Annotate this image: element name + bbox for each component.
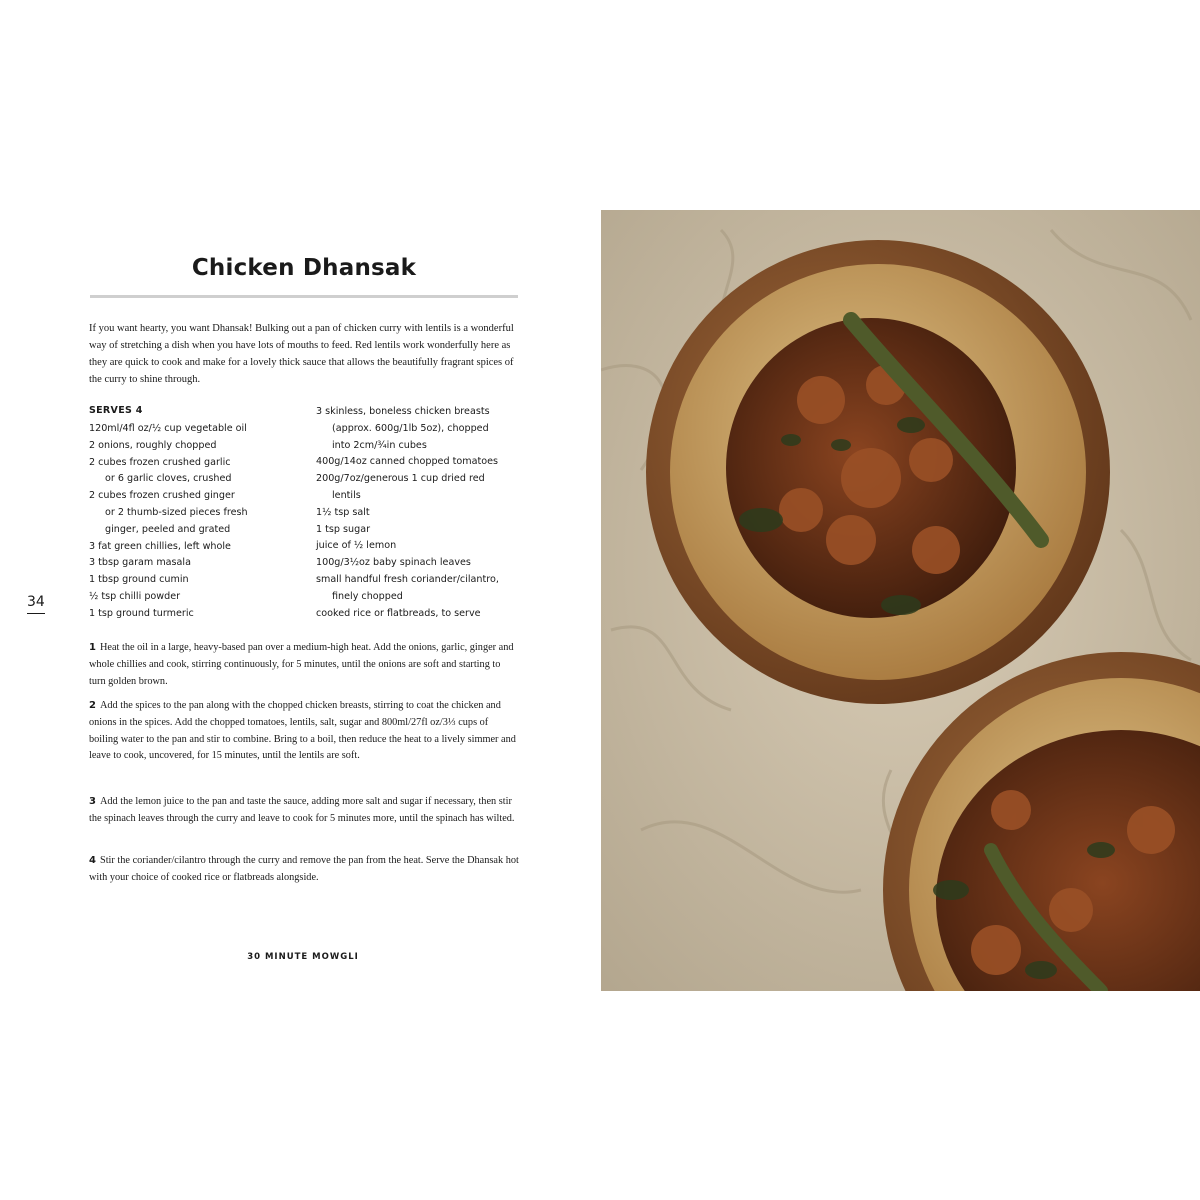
ingredient-line: cooked rice or flatbreads, to serve xyxy=(316,607,481,619)
ingredients-column-1 xyxy=(89,421,299,623)
ingredient-line: ½ tsp chilli powder xyxy=(89,590,181,602)
method-step xyxy=(89,853,519,887)
step-number: 1 xyxy=(89,642,96,653)
ingredient-line: lentils xyxy=(332,489,361,501)
ingredient-line: (approx. 600g/1lb 5oz), chopped xyxy=(332,422,489,434)
method-step xyxy=(89,640,519,690)
ingredient-line: juice of ½ lemon xyxy=(316,540,397,552)
ingredient-line: into 2cm/¾in cubes xyxy=(332,439,427,451)
book-title-footer: 30 MINUTE MOWGLI xyxy=(247,952,359,962)
title-divider xyxy=(90,295,518,298)
ingredient-line: 400g/14oz canned chopped tomatoes xyxy=(316,456,498,468)
ingredient-line: 3 fat green chillies, left whole xyxy=(89,540,231,552)
recipe-intro: If you want hearty, you want Dhansak! Bulking out a pan of chicken curry with lentils is a wonderful way of stretching a dish when you have lots of mouths to feed. Red lentils work wonderfully here as they are quick to cook and make for a lovely thick sauce that allows the beautifully fragrant spices of the curry to shine through. xyxy=(89,323,514,385)
ingredient-line: 3 skinless, boneless chicken breasts xyxy=(316,406,490,417)
ingredient-line: 3 tbsp garam masala xyxy=(89,557,191,569)
recipe-title: Chicken Dhansak xyxy=(191,255,417,281)
ingredient-line: or 2 thumb-sized pieces fresh xyxy=(105,506,248,518)
page-number: 34 xyxy=(27,594,45,610)
serves-label: SERVES 4 xyxy=(89,405,143,416)
step-text: Stir the coriander/cilantro through the curry and remove the pan from the heat. Serve the Dhansak hot with your choice of cooked rice or flatbreads alongside. xyxy=(89,855,519,883)
ingredient-line: or 6 garlic cloves, crushed xyxy=(105,473,232,485)
ingredient-line: 2 cubes frozen crushed ginger xyxy=(89,490,235,502)
step-text: Heat the oil in a large, heavy-based pan over a medium-high heat. Add the onions, garlic, ginger and whole chillies and cook, stirring continuously, for 5 minutes, until the onions are soft and starting to turn golden brown. xyxy=(89,642,514,687)
ingredient-line: 200g/7oz/generous 1 cup dried red xyxy=(316,473,485,485)
ingredient-line: 1 tsp ground turmeric xyxy=(89,607,194,619)
dish-photo xyxy=(601,210,1200,991)
ingredient-line: 2 onions, roughly chopped xyxy=(89,439,217,451)
method-step xyxy=(89,794,519,828)
ingredient-line: ginger, peeled and grated xyxy=(105,523,231,535)
ingredients-column-2 xyxy=(316,404,526,622)
method-step xyxy=(89,698,519,765)
ingredient-line: 1 tbsp ground cumin xyxy=(89,574,189,586)
step-text: Add the spices to the pan along with the chopped chicken breasts, stirring to coat the chicken and onions in the spices. Add the chopped tomatoes, lentils, salt, sugar and 800ml/27fl oz/3⅓ cups of boiling water to the pan and stir to combine. Bring to a boil, then reduce the heat to a lively simmer and leave to cook, uncovered, for 15 minutes, until the lentils are soft. xyxy=(89,700,516,762)
step-number: 4 xyxy=(89,855,96,866)
ingredient-line: finely chopped xyxy=(332,590,403,602)
bowl-large xyxy=(646,240,1110,704)
ingredient-line: small handful fresh coriander/cilantro, xyxy=(316,573,499,585)
step-number: 2 xyxy=(89,700,96,711)
ingredient-line: 1 tsp sugar xyxy=(316,523,371,535)
step-text: Add the lemon juice to the pan and taste the sauce, adding more salt and sugar if necessary, then stir the spinach leaves through the curry and leave to cook for 5 minutes more, until the spinach has wilted. xyxy=(89,796,515,824)
step-number: 3 xyxy=(89,796,96,807)
dish-photo-illustration xyxy=(601,210,1200,991)
ingredient-line: 120ml/4fl oz/½ cup vegetable oil xyxy=(89,423,247,434)
ingredient-line: 1½ tsp salt xyxy=(316,506,370,518)
ingredient-line: 100g/3½oz baby spinach leaves xyxy=(316,557,471,569)
ingredient-line: 2 cubes frozen crushed garlic xyxy=(89,456,231,468)
page-number-rule xyxy=(27,613,45,614)
